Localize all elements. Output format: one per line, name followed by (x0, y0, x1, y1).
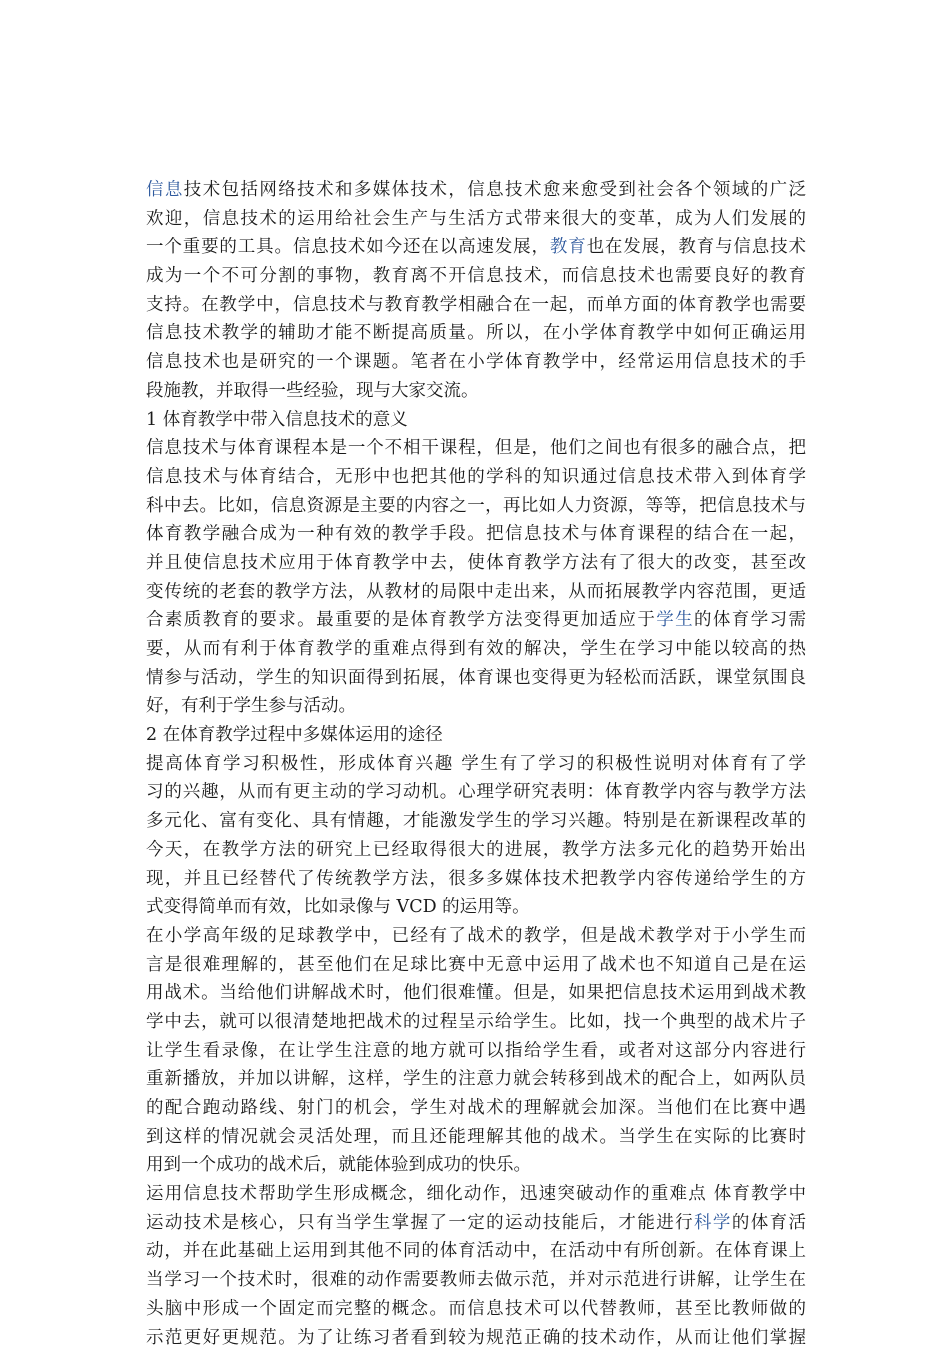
line-text: 变传统的老套的教学方法，从教材的局限中走出来，从而拓展教学内容范围，更适 (146, 582, 806, 602)
text-line (146, 377, 806, 406)
line-text: 情参与活动，学生的知识面得到拓展，体育课也变得更为轻松而活跃，课堂氛围良 (146, 668, 806, 688)
text-line (146, 233, 806, 262)
line-text: 好，有利于学生参与活动。 (146, 696, 356, 716)
keyword-link[interactable]: 教育 (550, 237, 587, 257)
text-line (146, 291, 806, 320)
text-line (146, 578, 806, 607)
line-text: 多元化、富有变化、具有情趣，才能激发学生的学习兴趣。特别是在新课程改革的 (146, 811, 806, 831)
line-text: 提高体育学习积极性，形成体育兴趣 学生有了学习的积极性说明对体育有了学 (146, 754, 806, 774)
line-text: 用到一个成功的战术后，就能体验到成功的快乐。 (146, 1155, 531, 1175)
line-text: 欢迎，信息技术的运用给社会生产与生活方式带来很大的变革，成为人们发展的 (146, 209, 806, 229)
line-text: 的配合跑动路线、射门的机会，学生对战术的理解就会加深。当他们在比赛中遇 (146, 1098, 806, 1118)
text-line (146, 1037, 806, 1066)
text-line (146, 1266, 806, 1295)
text-line (146, 922, 806, 951)
keyword-link[interactable]: 信息 (146, 180, 184, 200)
text-line (146, 463, 806, 492)
line-text: 今天，在教学方法的研究上已经取得很大的进展，教学方法多元化的趋势开始出 (146, 840, 806, 860)
text-line (146, 606, 806, 635)
line-text: 到这样的情况就会灵活处理，而且还能理解其他的战术。当学生在实际的比赛时 (146, 1127, 806, 1147)
line-text: 学中去，就可以很清楚地把战术的过程呈示给学生。比如，找一个典型的战术片子 (146, 1012, 806, 1032)
line-text: 习的兴趣，从而有更主动的学习动机。心理学研究表明：体育教学内容与教学方法 (146, 782, 806, 802)
line-text: 体育教学融合成为一种有效的教学手段。把信息技术与体育课程的结合在一起， (146, 524, 806, 544)
line-text: 头脑中形成一个固定而完整的概念。而信息技术可以代替教师，甚至比教师做的 (146, 1299, 806, 1319)
text-line (146, 1209, 806, 1238)
text-line (146, 979, 806, 1008)
line-text: 科中去。比如，信息资源是主要的内容之一，再比如人力资源，等等，把信息技术与 (146, 496, 806, 516)
text-line (146, 893, 806, 922)
line-text: 现，并且已经替代了传统教学方法，很多多媒体技术把教学内容传递给学生的方 (146, 869, 806, 889)
text-line (146, 205, 806, 234)
text-line (146, 348, 806, 377)
line-text: 运动技术是核心，只有当学生掌握了一定的运动技能后，才能进行 (146, 1213, 694, 1233)
line-text: 当学习一个技术时，很难的动作需要教师去做示范，并对示范进行讲解，让学生在 (146, 1270, 806, 1290)
text-line (146, 635, 806, 664)
line-text: 信息技术教学的辅助才能不断提高质量。所以，在小学体育教学中如何正确运用 (146, 323, 806, 343)
line-text: 的体育学习需 (694, 610, 806, 630)
line-text: 成为一个不可分割的事物，教育离不开信息技术，而信息技术也需要良好的教育 (146, 266, 806, 286)
text-line (146, 1151, 806, 1180)
line-text: 用战术。当给他们讲解战术时，他们很难懂。但是，如果把信息技术运用到战术教 (146, 983, 806, 1003)
text-line (146, 520, 806, 549)
line-text: 言是很难理解的，甚至他们在足球比赛中无意中运用了战术也不知道自己是在运 (146, 955, 806, 975)
line-text: 1 体育教学中带入信息技术的意义 (146, 410, 408, 430)
line-text: 运用信息技术帮助学生形成概念，细化动作，迅速突破动作的重难点 体育教学中 (146, 1184, 806, 1204)
text-line (146, 1123, 806, 1152)
line-text: 要，从而有利于体育教学的重难点得到有效的解决，学生在学习中能以较高的热 (146, 639, 806, 659)
line-text: 示范更好更规范。为了让练习者看到较为规范正确的技术动作，从而让他们掌握 (146, 1328, 806, 1348)
text-line (146, 664, 806, 693)
line-text: 并且使信息技术应用于体育教学中去，使体育教学方法有了很大的改变，甚至改 (146, 553, 806, 573)
text-line (146, 1295, 806, 1324)
text-line (146, 549, 806, 578)
text-line (146, 778, 806, 807)
text-line (146, 1324, 806, 1352)
text-line (146, 750, 806, 779)
text-line (146, 1180, 806, 1209)
line-text: 信息技术与体育课程本是一个不相干课程，但是，他们之间也有很多的融合点，把 (146, 438, 806, 458)
keyword-link[interactable]: 科学 (694, 1213, 732, 1233)
line-text: 信息技术与体育结合，无形中也把其他的学科的知识通过信息技术带入到体育学 (146, 467, 806, 487)
text-line (146, 434, 806, 463)
line-text: 在小学高年级的足球教学中，已经有了战术的教学，但是战术教学对于小学生而 (146, 926, 806, 946)
text-line (146, 262, 806, 291)
text-line (146, 1237, 806, 1266)
text-line (146, 1008, 806, 1037)
line-text: 一个重要的工具。信息技术如今还在以高速发展， (146, 237, 550, 257)
text-line (146, 1094, 806, 1123)
keyword-link[interactable]: 学生 (656, 610, 694, 630)
line-text: 段施教，并取得一些经验，现与大家交流。 (146, 381, 479, 401)
line-text: 信息技术也是研究的一个课题。笔者在小学体育教学中，经常运用信息技术的手 (146, 352, 806, 372)
text-line (146, 836, 806, 865)
line-text: 2 在体育教学过程中多媒体运用的途径 (146, 725, 443, 745)
text-line (146, 721, 806, 750)
text-line (146, 692, 806, 721)
line-text: 合素质教育的要求。最重要的是体育教学方法变得更加适应于 (146, 610, 656, 630)
document-page (146, 176, 806, 1352)
line-text: 的体育活 (732, 1213, 806, 1233)
line-text: 重新播放，并加以讲解，这样，学生的注意力就会转移到战术的配合上，如两队员 (146, 1069, 806, 1089)
line-text: 式变得简单而有效，比如录像与 VCD 的运用等。 (146, 897, 530, 917)
text-line (146, 319, 806, 348)
text-line (146, 1065, 806, 1094)
line-text: 支持。在教学中，信息技术与教育教学相融合在一起，而单方面的体育教学也需要 (146, 295, 806, 315)
text-line (146, 406, 806, 435)
line-text: 动，并在此基础上运用到其他不同的体育活动中，在活动中有所创新。在体育课上 (146, 1241, 806, 1261)
line-text: 让学生看录像，在让学生注意的地方就可以指给学生看，或者对这部分内容进行 (146, 1041, 806, 1061)
text-line (146, 492, 806, 521)
text-line (146, 176, 806, 205)
line-text: 技术包括网络技术和多媒体技术，信息技术愈来愈受到社会各个领域的广泛 (184, 180, 806, 200)
text-line (146, 807, 806, 836)
text-line (146, 865, 806, 894)
line-text: 也在发展，教育与信息技术 (587, 237, 806, 257)
text-line (146, 951, 806, 980)
